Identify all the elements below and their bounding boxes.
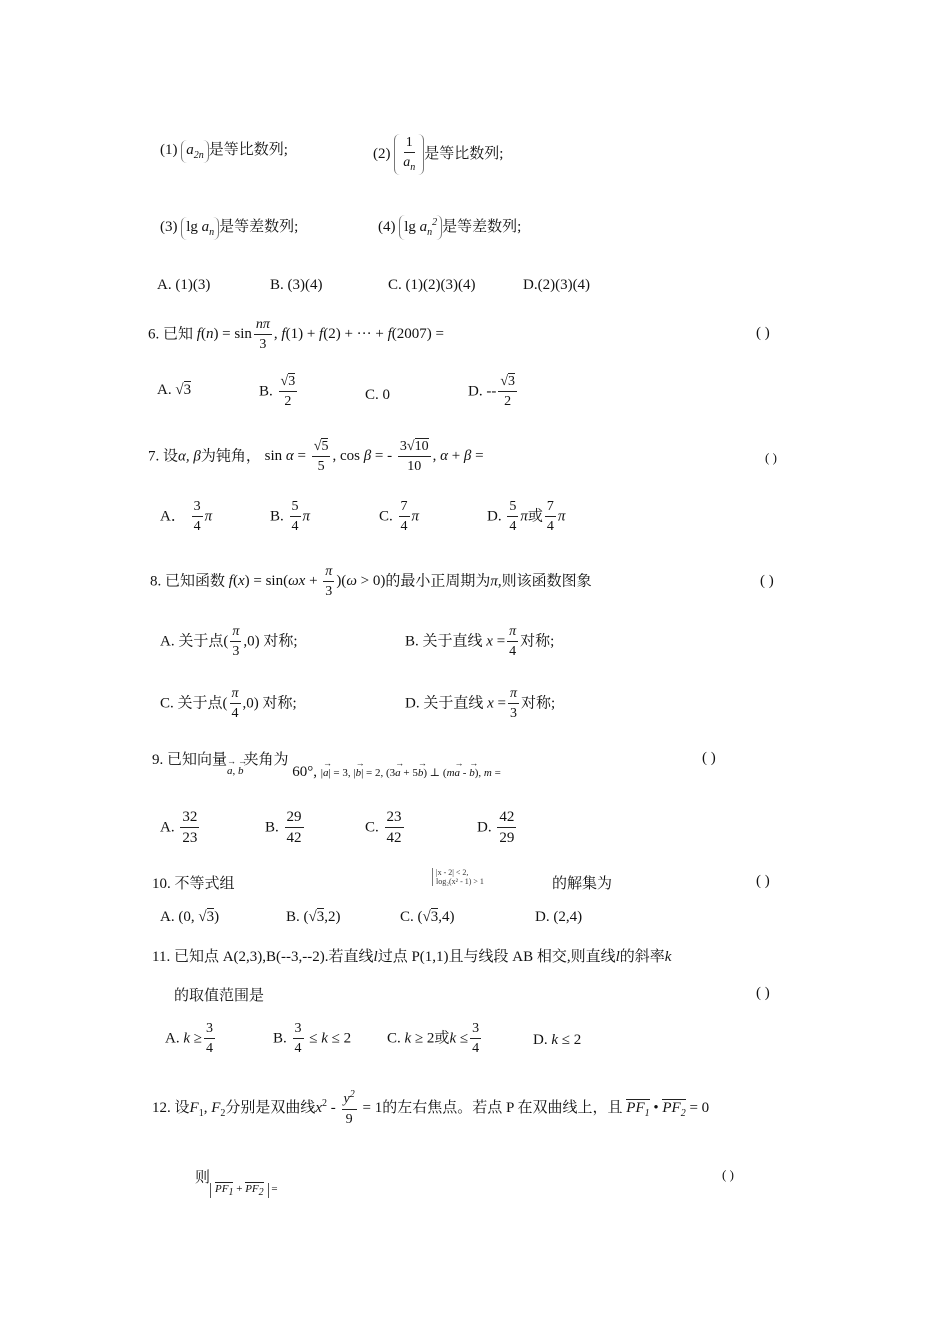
q8-choice-c-label: C. 关于点 [160, 695, 223, 712]
q7-answer-paren: ( ) [765, 450, 777, 465]
prev-choice-c: C. (1)(2)(3)(4) [388, 277, 476, 293]
q11-choice-b-label: B. [273, 1030, 287, 1047]
q10-text2: 的解集为 [552, 876, 613, 892]
q10-inequality-system: |x - 2| < 2, log₂(x² - 1) > 1 [432, 868, 484, 886]
q8-choice-d-label: D. 关于直线 [405, 695, 484, 712]
q9-choice-a-denominator: 23 [182, 830, 198, 846]
q9-choice-d-numerator: 42 [497, 810, 516, 828]
q10-choice-b: B. (√3,2) [286, 909, 341, 925]
q6-choice-b-label: B. [259, 383, 273, 400]
q8-choice-b: B. 关于直线 x = $\frac{\pi}{4}$ 对称; [405, 624, 555, 659]
q7-choice-c-label: C. [379, 508, 393, 525]
q9-choice-c-denominator: 42 [386, 830, 402, 846]
q11-text2: 过点 P(1,1)且与线段 AB 相交,则直线 [377, 949, 616, 965]
q12-answer-paren: ( ) [722, 1167, 734, 1182]
q12-text3: 的左右焦点。若点 P 在双曲线上，且 [382, 1099, 623, 1116]
option-1 [160, 138, 288, 163]
q7-choice-b: B. $\frac{5}{4}$ π [270, 499, 311, 534]
q7-choice-b-label: B. [270, 508, 284, 525]
q11-choice-c: C. k ≥ 2或k ≤ $\frac{3}{4}$ [387, 1021, 480, 1056]
option-2 [373, 134, 503, 175]
q7-alpha-beta: α, β [178, 448, 201, 465]
q9-choice-d-denominator: 29 [499, 830, 515, 846]
q12-line2-text: 则 [195, 1170, 211, 1186]
q11-l: l [373, 949, 378, 965]
q6-choice-d: D. -- $\frac{√3}{2}$ [468, 374, 516, 409]
q12-foci: $F_1$, $F_2$ [189, 1099, 226, 1119]
option-4-number: (4) [378, 219, 396, 235]
q7-choice-a-label: A． [160, 508, 186, 525]
q7-choice-c: C. $\frac{7}{4}$ π [379, 499, 420, 534]
q9-formula: 60°, |→ a| = 3, |→ b| = 2, (3→ a + 5→ b) ⊥ (m→ a - → b), m = [292, 764, 501, 780]
q6-choice-d-label: D. -- [468, 383, 497, 400]
q11-choice-b: B. $\frac{3}{4}$ ≤ k ≤ 2 [273, 1021, 352, 1056]
q8-choice-a-label: A. 关于点 [160, 633, 224, 650]
q6-choice-c: C. 0 [365, 387, 391, 403]
q8-choice-c: C. 关于点( $\frac{\pi}{4}$ ,0) 对称; [160, 686, 297, 721]
q10-answer-paren: ( ) [756, 873, 770, 889]
q9-vectors: → $_{a, \to b}$ [227, 765, 244, 777]
q11-line2: 的取值范围是 [174, 988, 265, 1004]
q10-choice-b-label: B. [286, 909, 300, 925]
prev-choice-d: D.(2)(3)(4) [523, 277, 591, 293]
q7-text: 设 [163, 448, 179, 465]
q9-text: 已知向量 [167, 752, 228, 768]
q10-number: 10. [152, 876, 171, 892]
q8-choice-a-text: 对称; [263, 633, 298, 650]
q9-choice-b [265, 810, 306, 846]
q11-choice-d-label: D. [533, 1032, 548, 1048]
seq-lg-an2-formula: $\lg a_n^2$ [399, 215, 442, 240]
q11-text3: 的斜率 [619, 949, 665, 965]
option-3-text: 是等差数列; [219, 219, 299, 235]
prev-choice-b: B. (3)(4) [270, 277, 323, 293]
q6-choice-a-label: A. [157, 382, 172, 398]
option-3 [160, 215, 298, 240]
option-3-number: (3) [160, 219, 178, 235]
q9-answer-paren: ( ) [702, 750, 716, 766]
q9-choice-a [160, 810, 201, 846]
q9-text2: 夹角为 [243, 752, 289, 768]
q9-choice-c-numerator: 23 [385, 810, 404, 828]
q7-number: 7. [148, 448, 160, 465]
q8-text: 已知函数 [165, 573, 226, 590]
q11-l2: l [615, 949, 620, 965]
q12-text2: 分别是双曲线 [225, 1099, 316, 1116]
q8-choice-b-label: B. 关于直线 [405, 633, 483, 650]
q10-choice-d: D. (2,4) [535, 909, 583, 925]
q9-choice-a-label: A. [160, 819, 175, 836]
q12-text: 设 [174, 1099, 190, 1116]
q10-choice-c-label: C. [400, 909, 414, 925]
q6-number: 6. [148, 326, 160, 343]
q11-choice-a-label: A. [165, 1030, 180, 1047]
seq-lg-an-formula: $\lg a_n$ [181, 217, 219, 240]
q9-choice-c-label: C. [365, 819, 379, 836]
q11-choice-d: D. k ≤ 2 [533, 1032, 582, 1048]
q7-or: 或 [527, 508, 543, 525]
q8-number: 8. [150, 573, 162, 590]
q9-number: 9. [152, 752, 164, 768]
seq-a2n-formula: $a_{2n}$ [181, 140, 209, 163]
q8-pi: π [490, 573, 498, 590]
q7-choice-a: A． $\frac{3}{4}$ π [160, 499, 213, 534]
option-1-text: 是等比数列; [208, 142, 288, 158]
q9-choice-d [477, 810, 518, 846]
question-10 [152, 872, 235, 893]
q9-choice-b-numerator: 29 [285, 810, 304, 828]
q11-k: k [664, 949, 672, 965]
q9-choice-b-denominator: 42 [286, 830, 302, 846]
q8-text3: ,则该函数图象 [497, 573, 592, 590]
q10-choice-a: A. (0, √3) [160, 909, 220, 925]
q9-choice-b-label: B. [265, 819, 279, 836]
q11-choice-a: A. k ≥ $\frac{3}{4}$ [165, 1021, 213, 1056]
q12-line2: 则$PF_1 + PF_2$ $_=$ [195, 1170, 278, 1199]
q6-text: 已知 [163, 326, 194, 343]
q9-choice-a-numerator: 32 [180, 810, 199, 828]
q8-answer-paren: ( ) [760, 573, 774, 589]
q9-choice-c [365, 810, 406, 846]
q12-number: 12. [152, 1099, 171, 1116]
q10-choice-c: C. (√3,4) [400, 909, 455, 925]
q9-choice-d-label: D. [477, 819, 492, 836]
q7-choice-d: D. $\frac{5}{4}$ π或 $\frac{7}{4}$ π [487, 499, 566, 534]
option-1-number: (1) [160, 142, 178, 158]
q12-magnitude: $PF_1 + PF_2$ [210, 1183, 269, 1198]
q7-text2: 为钝角， [200, 448, 261, 465]
q6-choice-b: B. $\frac{√3}{2}$ [259, 374, 296, 409]
q12-hyperbola: $x^2$ - $\frac{y^2}{9}$ = 1 [315, 1089, 383, 1127]
q11-choice-c-label: C. [387, 1030, 401, 1047]
seq-reciprocal-formula: $\frac{1}{a_n}$ [394, 134, 424, 175]
q8-choice-d: D. 关于直线 x = $\frac{\pi}{3}$ 对称; [405, 686, 556, 721]
question-8 [150, 565, 592, 599]
q11-number: 11. [152, 949, 171, 965]
question-9 [152, 748, 501, 780]
q11-or: 或 [434, 1030, 450, 1047]
option-4 [378, 215, 521, 240]
q10-text: 不等式组 [174, 876, 235, 892]
q7-formula: sin α = $\frac{√5}{5}$ , cos β = - $\frac{3√10}{10}$ , α + β = [264, 439, 484, 474]
option-2-number: (2) [373, 145, 391, 162]
q6-answer-paren: ( ) [756, 325, 770, 341]
q12-dot-product: $PF_1$ • $PF_2 = 0$ [626, 1099, 710, 1119]
option-2-text: 是等比数列; [424, 145, 504, 162]
question-12 [152, 1090, 709, 1127]
q7-choice-d-label: D. [487, 508, 502, 525]
q8-choice-d-text: 对称; [521, 695, 556, 712]
q8-text2: 的最小正周期为 [385, 573, 491, 590]
q6-choice-a: A. √3 [157, 382, 192, 398]
question-7 [148, 440, 484, 474]
q8-choice-c-text: 对称; [262, 695, 297, 712]
q8-choice-a: A. 关于点( $\frac{\pi}{3}$ ,0) 对称; [160, 624, 298, 659]
question-11 [152, 945, 671, 966]
q10-choice-a-label: A. [160, 909, 175, 925]
q11-text: 已知点 A(2,3),B(--3,--2).若直线 [173, 949, 374, 965]
q11-answer-paren: ( ) [756, 985, 770, 1001]
q8-formula: f(x) = sin(ωx + $\frac{\pi}{3}$ )(ω > 0) [228, 564, 386, 599]
q8-choice-b-text: 对称; [520, 633, 555, 650]
prev-choice-a: A. (1)(3) [157, 277, 211, 293]
question-6 [148, 318, 444, 352]
option-4-text: 是等差数列; [442, 219, 522, 235]
q6-formula: f(n) = sin $\frac{n\pi}{3}$ , f(1) + f(2) + ··· + f(2007) = [196, 317, 444, 352]
